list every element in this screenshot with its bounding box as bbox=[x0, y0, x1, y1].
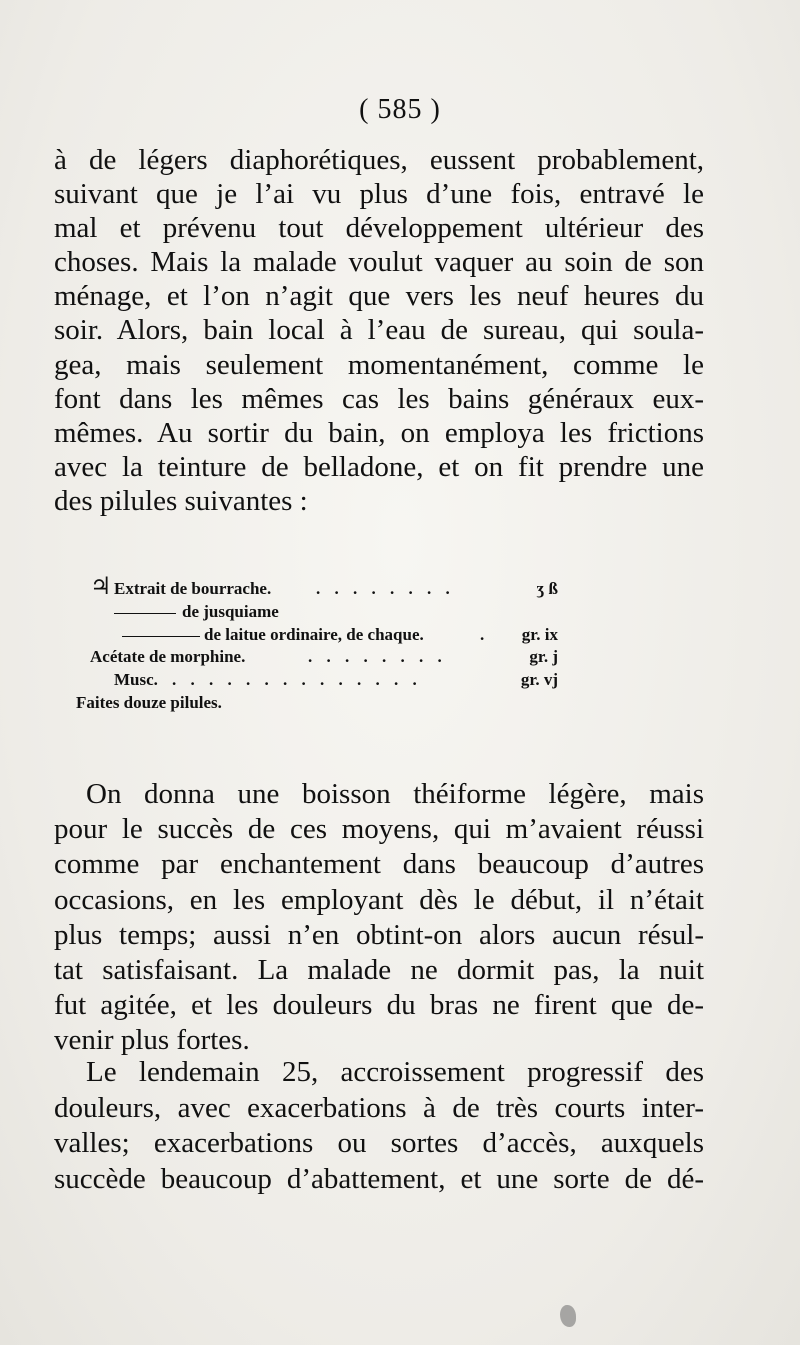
ditto-dash bbox=[114, 613, 176, 614]
text-line: pour le succès de ces moyens, qui m’avaient réussi bbox=[54, 813, 704, 846]
leader-dots: . . . . . . . . bbox=[308, 647, 447, 667]
text-line: à de légers diaphorétiques, eussent probablement, bbox=[54, 144, 704, 176]
text-line: choses. Mais la malade voulut vaquer au soin de son bbox=[54, 246, 704, 279]
text-line: fut agitée, et les douleurs du bras ne firent que de- bbox=[54, 989, 704, 1022]
leader-dots: . bbox=[480, 624, 490, 644]
text-line: comme par enchantement dans beaucoup d’autres bbox=[54, 848, 704, 881]
paragraph-top bbox=[54, 143, 704, 518]
paragraph-middle bbox=[54, 777, 704, 1059]
text-line: avec la teinture de belladone, et on fit prendre une bbox=[54, 450, 704, 483]
ingredient-dose: gr. vj bbox=[520, 670, 558, 690]
ditto-dash bbox=[122, 636, 200, 637]
text-line: venir plus fortes. bbox=[54, 1024, 250, 1057]
text-line: des pilules suivantes : bbox=[54, 484, 308, 517]
ingredient-dose: gr. ix bbox=[521, 624, 558, 644]
ingredient-name: de jusquiame bbox=[182, 601, 279, 621]
ingredient-name: de laitue ordinaire, de chaque. bbox=[204, 624, 424, 644]
ingredient-dose: ʒ ß bbox=[536, 579, 558, 598]
instruction: Faites douze pilules. bbox=[76, 692, 222, 712]
text-line: tat satisfaisant. La malade ne dormit pas, la nuit bbox=[54, 954, 704, 987]
text-line: suivant que je l’ai vu plus d’une fois, entravé le bbox=[54, 178, 704, 211]
prescription-row bbox=[76, 646, 586, 669]
ingredient-name: Extrait de bourrache. bbox=[114, 579, 272, 598]
paragraph-bottom bbox=[54, 1055, 704, 1197]
text-line: succède beaucoup d’abattement, et une sorte de dé- bbox=[54, 1162, 704, 1195]
text-line: mêmes. Au sortir du bain, on employa les frictions bbox=[54, 416, 704, 449]
ingredient-name: Musc. bbox=[114, 670, 158, 690]
ink-stain bbox=[560, 1305, 576, 1327]
text-line: valles; exacerbations ou sortes d’accès, auxquels bbox=[54, 1127, 704, 1160]
prescription-row bbox=[76, 669, 586, 692]
text-line: gea, mais seulement momentanément, comme le bbox=[54, 348, 704, 381]
text-line: occasions, en les employant dès le début, il n’était bbox=[54, 883, 704, 916]
prescription bbox=[76, 574, 586, 715]
text-line: mal et prévenu tout développement ultérieur des bbox=[54, 212, 704, 245]
text-line: ménage, et l’on n’agit que vers les neuf heures du bbox=[54, 280, 704, 313]
leader-dots: . . . . . . . . . . . . . . bbox=[172, 670, 422, 690]
text-line: soir. Alors, bain local à l’eau de sureau, qui soula- bbox=[54, 314, 704, 347]
ingredient-dose: gr. j bbox=[529, 647, 558, 667]
text-line: plus temps; aussi n’en obtint-on alors aucun résul- bbox=[54, 918, 704, 951]
recipe-symbol-icon: ♃ bbox=[90, 574, 112, 600]
text-line: font dans les mêmes cas les bains généraux eux- bbox=[54, 382, 704, 415]
prescription-row bbox=[76, 601, 586, 624]
ingredient-name: Acétate de morphine. bbox=[90, 647, 246, 667]
text-line: On donna une boisson théiforme légère, mais bbox=[86, 778, 704, 810]
prescription-row bbox=[76, 692, 586, 715]
text-line: douleurs, avec exacerbations à de très courts inter- bbox=[54, 1091, 704, 1124]
page-number: ( 585 ) bbox=[359, 94, 441, 125]
text-line: Le lendemain 25, accroissement progressif des bbox=[86, 1056, 704, 1088]
prescription-row bbox=[76, 574, 586, 601]
leader-dots: . . . . . . . . bbox=[316, 579, 455, 598]
prescription-row bbox=[76, 624, 586, 647]
